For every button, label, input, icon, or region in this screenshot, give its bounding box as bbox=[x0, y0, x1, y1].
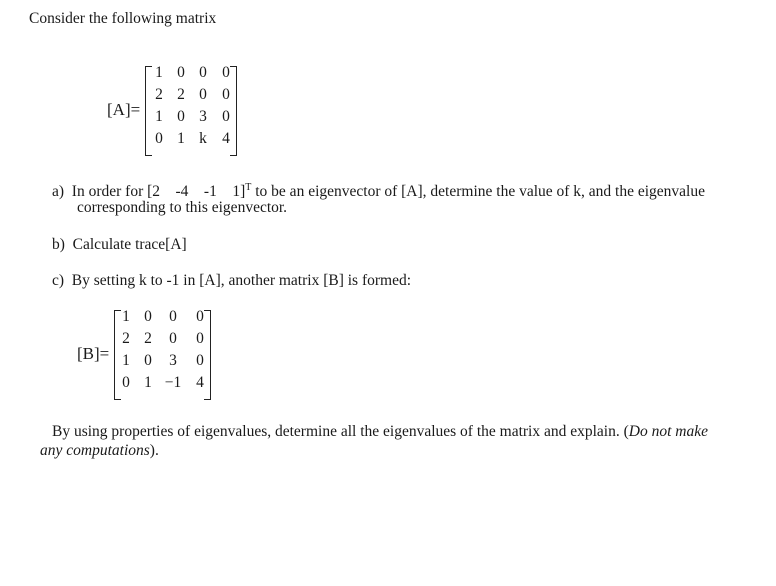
part-a-line2: corresponding to this eigenvector. bbox=[77, 199, 288, 216]
matrix-cell: 0 bbox=[177, 108, 185, 125]
matrix-cell: 3 bbox=[199, 108, 207, 125]
matrix-cell: 1 bbox=[155, 64, 163, 81]
matrix-cell: 0 bbox=[199, 64, 207, 81]
matrix-cell: 1 bbox=[144, 374, 152, 391]
final-line1 bbox=[52, 422, 708, 441]
matrix-cell: 0 bbox=[222, 108, 230, 125]
final-line2-italic: any computations bbox=[40, 442, 150, 459]
final-line1-pre: By using properties of eigenvalues, determine all the eigenvalues of the matrix and explain. ( bbox=[52, 423, 629, 440]
matrix-cell: 2 bbox=[155, 86, 163, 103]
matrix-cell: 2 bbox=[122, 330, 130, 347]
final-line2 bbox=[40, 441, 159, 460]
matrix-cell: 2 bbox=[177, 86, 185, 103]
matrix-cell: 0 bbox=[177, 64, 185, 81]
matrix-cell: 0 bbox=[196, 330, 204, 347]
matrix-cell: 0 bbox=[222, 64, 230, 81]
matrix-cell: 4 bbox=[196, 374, 204, 391]
matrix-cell: 2 bbox=[144, 330, 152, 347]
intro-text: Consider the following matrix bbox=[29, 10, 217, 27]
matrix-cell: −1 bbox=[164, 374, 182, 391]
matrix-b-label: [B]= bbox=[77, 344, 110, 363]
matrix-cell: 0 bbox=[196, 308, 204, 325]
matrix-cell: 1 bbox=[155, 108, 163, 125]
part-b-text: b) Calculate trace[A] bbox=[52, 236, 187, 253]
matrix-cell: 0 bbox=[144, 308, 152, 325]
part-a-pre: a) In order for [2 -4 -1 1] bbox=[52, 183, 246, 200]
matrix-cell: 0 bbox=[144, 352, 152, 369]
part-c-text: c) By setting k to -1 in [A], another matrix [B] is formed: bbox=[52, 272, 412, 289]
matrix-cell: 0 bbox=[199, 86, 207, 103]
matrix-cell: 0 bbox=[222, 86, 230, 103]
transpose-sup: T bbox=[245, 182, 252, 193]
matrix-cell: 0 bbox=[169, 330, 177, 347]
matrix-cell: 0 bbox=[196, 352, 204, 369]
matrix-cell: 1 bbox=[177, 130, 185, 147]
matrix-cell: 4 bbox=[222, 130, 230, 147]
part-a-post: to be an eigenvector of [A], determine the value of k, and the eigenvalue bbox=[251, 183, 705, 200]
matrix-cell: 0 bbox=[169, 308, 177, 325]
matrix-cell: 3 bbox=[169, 352, 177, 369]
final-line1-italic: Do not make bbox=[628, 423, 708, 440]
matrix-cell: 0 bbox=[155, 130, 163, 147]
final-line2-post: ). bbox=[149, 442, 159, 459]
matrix-a-label: [A]= bbox=[107, 100, 141, 119]
matrix-cell: 1 bbox=[122, 308, 130, 325]
matrix-cell: 1 bbox=[122, 352, 130, 369]
matrix-cell: k bbox=[199, 130, 207, 147]
matrix-cell: 0 bbox=[122, 374, 130, 391]
